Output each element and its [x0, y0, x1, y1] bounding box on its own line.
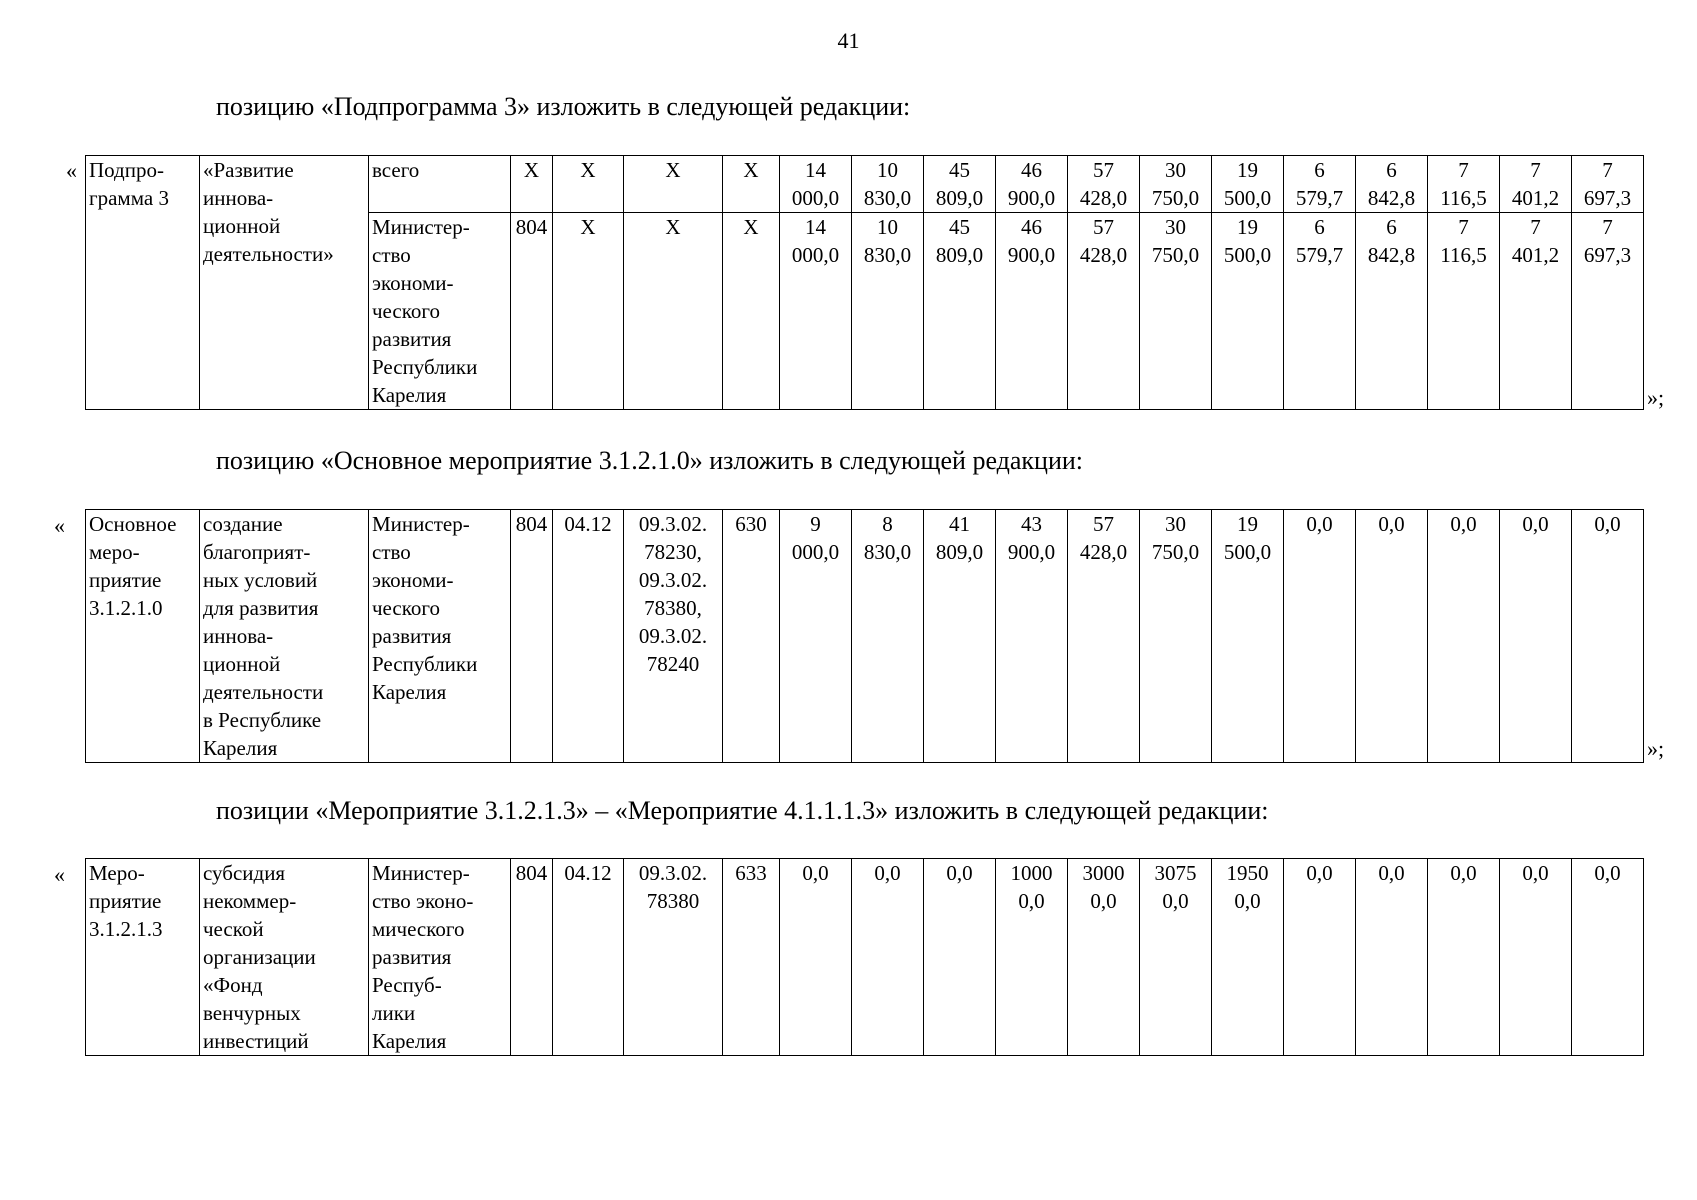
cell-amount [996, 213, 1068, 410]
cell-amount [1500, 859, 1572, 1056]
cell-line: 43 [1021, 512, 1042, 536]
cell-line: 750,0 [1151, 243, 1200, 267]
cell-c6 [624, 213, 723, 410]
cell-line: 7 [1458, 158, 1469, 182]
cell-amount [1140, 510, 1212, 763]
cell-line: 0,0 [1162, 889, 1189, 913]
cell-line: 842,8 [1367, 186, 1416, 210]
cell-amount [996, 510, 1068, 763]
cell-line: 830,0 [863, 243, 912, 267]
cell-c7 [723, 213, 780, 410]
cell-line: 0,0 [946, 861, 973, 885]
cell-line: 0,0 [1378, 861, 1405, 885]
cell-amount [1572, 859, 1644, 1056]
section-3-intro: позиции «Мероприятие 3.1.2.1.3» – «Мероприятие 4.1.1.1.3» изложить в следующей редакции: [216, 796, 1269, 825]
cell-line: 09.3.02. [638, 568, 708, 592]
cell-line: Х [580, 158, 596, 182]
cell-line: 900,0 [1007, 186, 1056, 210]
section-1-quote-open: « [66, 158, 77, 183]
cell-line: инвестиций [203, 1029, 309, 1053]
cell-line: ных условий [203, 568, 318, 592]
cell-line: 57 [1093, 512, 1114, 536]
cell-line: «Фонд [203, 973, 263, 997]
cell-line: 0,0 [1450, 861, 1477, 885]
cell-line: 0,0 [1234, 889, 1261, 913]
cell-line: иннова- [203, 624, 274, 648]
cell-line: 04.12 [564, 861, 612, 885]
cell-line: Карелия [372, 1029, 447, 1053]
section-2-quote-close: »; [1647, 736, 1665, 761]
cell-line: 500,0 [1223, 243, 1272, 267]
cell-line: 6 [1386, 215, 1397, 239]
cell-c1 [86, 156, 200, 410]
cell-c4 [511, 213, 553, 410]
cell-line: 750,0 [1151, 186, 1200, 210]
cell-line: благоприят- [203, 540, 311, 564]
cell-line: Х [523, 158, 540, 182]
cell-line: 0,0 [1306, 861, 1333, 885]
cell-c4 [511, 156, 553, 213]
cell-line: 6 [1314, 158, 1325, 182]
cell-line: 0,0 [1594, 512, 1621, 536]
cell-amount [1068, 859, 1140, 1056]
cell-c6 [624, 510, 723, 763]
cell-line: деятельности» [203, 242, 334, 266]
section-1-quote-close: »; [1647, 385, 1665, 410]
cell-amount [924, 510, 996, 763]
cell-amount [1212, 213, 1284, 410]
cell-line: 09.3.02. [638, 624, 708, 648]
cell-line: 09.3.02. [638, 861, 708, 885]
section-1-intro: позицию «Подпрограмма 3» изложить в следующей редакции: [216, 92, 911, 121]
cell-amount [780, 510, 852, 763]
cell-line: 7 [1530, 158, 1541, 182]
cell-line: 428,0 [1079, 540, 1128, 564]
cell-line: ционной [203, 214, 281, 238]
cell-line: 809,0 [935, 243, 984, 267]
cell-line: 900,0 [1007, 540, 1056, 564]
cell-amount [1068, 510, 1140, 763]
cell-line: 57 [1093, 215, 1114, 239]
cell-amount [1356, 510, 1428, 763]
cell-line: 0,0 [1090, 889, 1117, 913]
cell-line: 46 [1021, 158, 1042, 182]
cell-line: 579,7 [1295, 186, 1344, 210]
cell-line: 428,0 [1079, 186, 1128, 210]
cell-amount [1068, 156, 1140, 213]
cell-line: 6 [1386, 158, 1397, 182]
cell-amount [996, 859, 1068, 1056]
cell-line: 809,0 [935, 186, 984, 210]
cell-line: 842,8 [1367, 243, 1416, 267]
cell-amount [1284, 859, 1356, 1056]
cell-line: Х [665, 215, 681, 239]
cell-line: 7 [1458, 215, 1469, 239]
cell-line: 579,7 [1295, 243, 1344, 267]
cell-line: ство эконо- [372, 889, 474, 913]
cell-line: 750,0 [1151, 540, 1200, 564]
cell-line: 830,0 [863, 540, 912, 564]
cell-c7 [723, 859, 780, 1056]
cell-line: венчурных [203, 1001, 301, 1025]
cell-line: 9 [810, 512, 821, 536]
position-table-activity [85, 858, 1644, 1056]
cell-line: «Развитие [203, 158, 294, 182]
cell-line: Х [743, 215, 759, 239]
cell-line: Министер- [372, 861, 470, 885]
cell-c3 [369, 859, 511, 1056]
cell-line: Министер- [372, 215, 470, 239]
cell-line: Карелия [372, 383, 447, 407]
cell-amount [1572, 156, 1644, 213]
cell-line: 500,0 [1223, 540, 1272, 564]
cell-amount [996, 156, 1068, 213]
cell-amount [924, 213, 996, 410]
cell-line: 804 [515, 215, 548, 239]
cell-line: всего [372, 158, 420, 182]
cell-line: 401,2 [1511, 186, 1560, 210]
cell-line: 500,0 [1223, 186, 1272, 210]
cell-line: ческого [372, 299, 440, 323]
cell-line: 7 [1530, 215, 1541, 239]
cell-amount [780, 156, 852, 213]
cell-line: 000,0 [791, 243, 840, 267]
cell-c5 [553, 213, 624, 410]
table-row [86, 510, 1644, 763]
cell-line: 697,3 [1583, 243, 1632, 267]
cell-line: 3000 [1082, 861, 1125, 885]
section-3-quote-open: « [54, 862, 65, 887]
cell-line: субсидия [203, 861, 286, 885]
cell-line: приятие [89, 889, 162, 913]
cell-line: 09.3.02. [638, 512, 708, 536]
page-number: 41 [837, 28, 860, 53]
cell-amount [1284, 510, 1356, 763]
cell-line: ческого [372, 596, 440, 620]
cell-line: 116,5 [1440, 243, 1487, 267]
cell-amount [1500, 213, 1572, 410]
cell-amount [1428, 859, 1500, 1056]
section-2-quote-open: « [54, 513, 65, 538]
cell-c2 [200, 859, 369, 1056]
cell-line: ционной [203, 652, 281, 676]
cell-c1 [86, 510, 200, 763]
cell-line: 78380, [644, 596, 702, 620]
cell-line: экономи- [372, 568, 454, 592]
cell-amount [1356, 859, 1428, 1056]
cell-line: Министер- [372, 512, 470, 536]
cell-line: ство [372, 540, 411, 564]
cell-line: 0,0 [1522, 512, 1549, 536]
cell-amount [1428, 156, 1500, 213]
cell-line: 0,0 [802, 861, 829, 885]
cell-amount [1284, 213, 1356, 410]
cell-line: 697,3 [1583, 186, 1632, 210]
cell-line: 830,0 [863, 186, 912, 210]
table-row [86, 156, 1644, 213]
cell-line: 45 [949, 158, 970, 182]
cell-amount [924, 156, 996, 213]
cell-line: 0,0 [1018, 889, 1045, 913]
cell-amount [1356, 213, 1428, 410]
cell-line: 630 [735, 512, 767, 536]
cell-c4 [511, 859, 553, 1056]
cell-line: приятие [89, 568, 162, 592]
cell-line: 0,0 [874, 861, 901, 885]
cell-line: 30 [1165, 158, 1186, 182]
cell-line: 10 [877, 158, 898, 182]
table-row [86, 859, 1644, 1056]
cell-line: 3075 [1154, 861, 1197, 885]
cell-line: 0,0 [1378, 512, 1405, 536]
cell-line: 0,0 [1450, 512, 1477, 536]
cell-amount [1428, 510, 1500, 763]
cell-line: 7 [1602, 158, 1613, 182]
cell-line: Х [580, 215, 596, 239]
cell-amount [1140, 859, 1212, 1056]
cell-line: Меро- [89, 861, 145, 885]
cell-line: Основное [89, 512, 177, 536]
cell-amount [852, 213, 924, 410]
cell-line: 804 [515, 512, 548, 536]
cell-amount [852, 510, 924, 763]
section-2-intro: позицию «Основное мероприятие 3.1.2.1.0» изложить в следующей редакции: [216, 446, 1084, 475]
cell-c5 [553, 156, 624, 213]
cell-amount [1572, 213, 1644, 410]
cell-amount [852, 859, 924, 1056]
cell-amount [1572, 510, 1644, 763]
cell-line: развития [372, 945, 452, 969]
cell-amount [780, 213, 852, 410]
cell-c6 [624, 156, 723, 213]
cell-line: для развития [203, 596, 319, 620]
cell-line: ческой [203, 917, 264, 941]
cell-line: 401,2 [1511, 243, 1560, 267]
cell-line: 1000 [1010, 861, 1053, 885]
cell-c3 [369, 510, 511, 763]
cell-line: 3.1.2.1.3 [89, 917, 163, 941]
cell-line: 14 [805, 215, 826, 239]
cell-line: 900,0 [1007, 243, 1056, 267]
cell-line: 78240 [646, 652, 700, 676]
cell-line: 3.1.2.1.0 [89, 596, 163, 620]
cell-line: 1950 [1226, 861, 1269, 885]
cell-c2 [200, 510, 369, 763]
cell-line: грамма 3 [89, 186, 169, 210]
cell-amount [1428, 213, 1500, 410]
cell-c3 [369, 213, 511, 410]
cell-line: иннова- [203, 186, 274, 210]
cell-line: 14 [805, 158, 826, 182]
cell-line: создание [203, 512, 283, 536]
cell-amount [1140, 213, 1212, 410]
cell-line: организации [203, 945, 316, 969]
cell-line: деятельности [203, 680, 324, 704]
cell-line: 45 [949, 215, 970, 239]
cell-c7 [723, 156, 780, 213]
cell-c7 [723, 510, 780, 763]
cell-c3 [369, 156, 511, 213]
cell-line: 78230, [644, 540, 702, 564]
cell-line: ство [372, 243, 411, 267]
cell-line: 30 [1165, 512, 1186, 536]
cell-line: 04.12 [564, 512, 612, 536]
cell-amount [852, 156, 924, 213]
cell-c5 [553, 510, 624, 763]
cell-line: 000,0 [791, 186, 840, 210]
cell-line: 633 [735, 861, 767, 885]
cell-line: 809,0 [935, 540, 984, 564]
cell-line: Республики [372, 355, 478, 379]
position-table-subprogram-3 [85, 155, 1644, 410]
cell-line: Карелия [372, 680, 447, 704]
cell-line: 804 [515, 861, 548, 885]
cell-amount [1500, 510, 1572, 763]
cell-c5 [553, 859, 624, 1056]
cell-line: мического [372, 917, 465, 941]
cell-line: 000,0 [791, 540, 840, 564]
cell-line: Респуб- [372, 973, 442, 997]
cell-amount [1284, 156, 1356, 213]
cell-c4 [511, 510, 553, 763]
cell-amount [1356, 156, 1428, 213]
cell-line: Карелия [203, 736, 278, 760]
cell-line: Республики [372, 652, 478, 676]
cell-amount [1212, 859, 1284, 1056]
cell-amount [1212, 510, 1284, 763]
cell-line: 19 [1237, 158, 1258, 182]
cell-c1 [86, 859, 200, 1056]
cell-amount [1500, 156, 1572, 213]
cell-line: меро- [89, 540, 140, 564]
cell-amount [1212, 156, 1284, 213]
cell-line: 0,0 [1522, 861, 1549, 885]
cell-line: 30 [1165, 215, 1186, 239]
cell-c6 [624, 859, 723, 1056]
cell-amount [1140, 156, 1212, 213]
cell-line: Х [743, 158, 759, 182]
cell-line: 78380 [646, 889, 700, 913]
position-table-main-activity [85, 509, 1644, 763]
cell-line: 116,5 [1440, 186, 1487, 210]
cell-line: 8 [882, 512, 893, 536]
cell-line: некоммер- [203, 889, 297, 913]
cell-line: 0,0 [1306, 512, 1333, 536]
cell-line: 19 [1237, 512, 1258, 536]
cell-line: лики [372, 1001, 416, 1025]
cell-line: 19 [1237, 215, 1258, 239]
cell-line: развития [372, 624, 452, 648]
cell-amount [1068, 213, 1140, 410]
cell-line: развития [372, 327, 452, 351]
cell-line: 0,0 [1594, 861, 1621, 885]
cell-line: 57 [1093, 158, 1114, 182]
cell-amount [780, 859, 852, 1056]
cell-line: экономи- [372, 271, 454, 295]
cell-amount [924, 859, 996, 1056]
cell-line: в Республике [203, 708, 322, 732]
cell-line: 10 [877, 215, 898, 239]
cell-line: Подпро- [89, 158, 164, 182]
cell-c2 [200, 156, 369, 410]
cell-line: 6 [1314, 215, 1325, 239]
cell-line: 428,0 [1079, 243, 1128, 267]
cell-line: 41 [949, 512, 970, 536]
cell-line: Х [665, 158, 681, 182]
cell-line: 7 [1602, 215, 1613, 239]
cell-line: 46 [1021, 215, 1042, 239]
